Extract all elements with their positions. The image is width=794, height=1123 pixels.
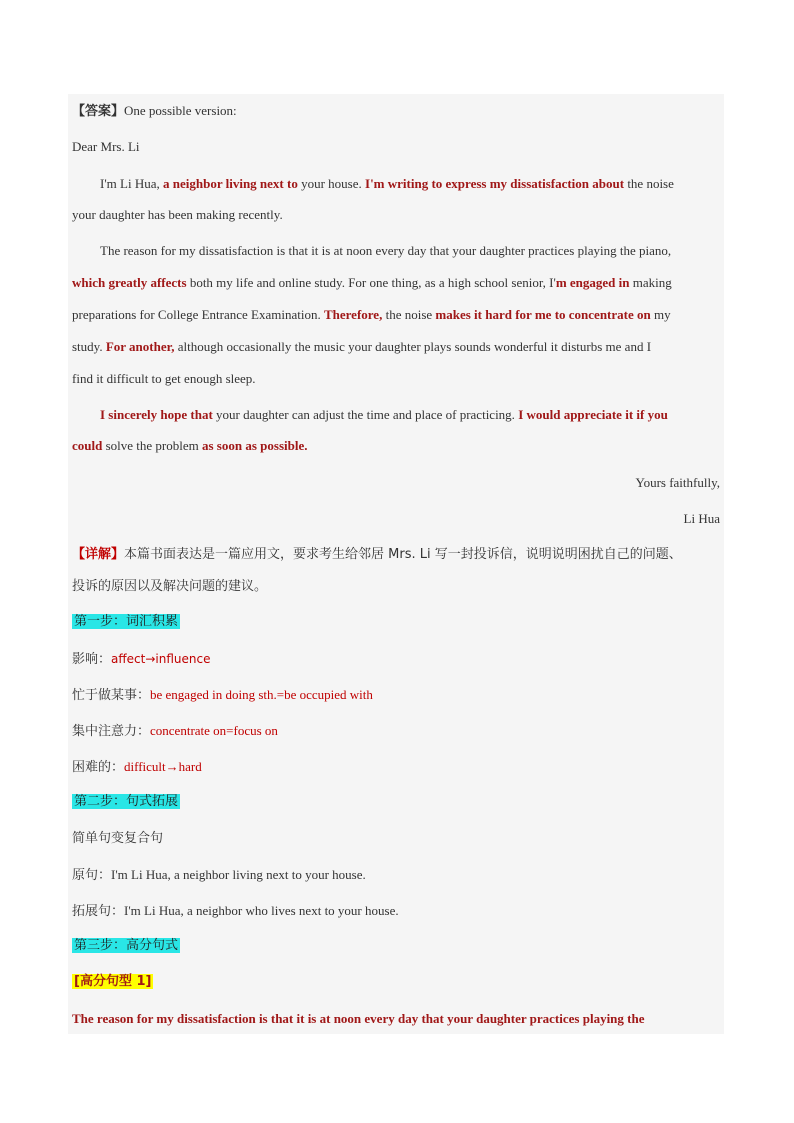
highlight-phrase: For another, [105,339,175,354]
text-span: preparations for College Entrance Examination. [72,307,324,322]
step-2-title: 第二步：句式拓展 [74,794,179,809]
expanded-text: I'm Li Hua, a neighbor who lives next to your house. [124,903,399,918]
detail-line-1 [72,546,722,564]
highlight-phrase: which greatly affects [72,275,187,290]
vocab-label: 集中注意力： [72,724,151,739]
text-span: although occasionally the music your daughter plays sounds wonderful it disturbs me and I [174,339,652,354]
text-span: the noise [382,307,436,322]
paragraph-2-line-3 [72,306,722,324]
expanded-sentence [72,902,722,921]
paragraph-2-line-4 [72,338,722,356]
answer-tag: 【答案】 [72,104,125,119]
vocab-label: 忙于做某事： [72,688,151,703]
detail-tag: 【详解】 [72,547,125,562]
highlight-phrase: I would appreciate it if you [518,407,668,422]
vocab-value: difficult→hard [124,759,202,774]
vocab-value: affect→influence [111,652,211,666]
original-sentence [72,866,722,885]
vocab-item [72,722,722,741]
text-span: I'm Li Hua, [100,176,163,191]
paragraph-2-line-2 [72,274,722,292]
vocab-value: be engaged in doing sth.=be occupied with [150,687,373,702]
pattern-heading [72,973,722,991]
step-3-title: 第三步：高分句式 [74,938,179,953]
vocab-label: 影响： [72,652,112,667]
closing: Yours faithfully, [635,475,720,490]
vocab-item [72,650,722,669]
pattern-tag: [高分句型 1] [74,974,152,989]
paragraph-1-line-1 [100,175,750,193]
vocab-item [72,758,722,777]
text-span: my [650,307,671,322]
step-2-heading [72,793,722,811]
text-span: both my life and online study. For one thing, as a high school senior, I' [186,275,556,290]
original-label: 原句： [72,868,112,883]
step-1-heading [72,613,722,631]
highlight-phrase: Therefore, [323,307,383,322]
paragraph-1-line-2: your daughter has been making recently. [72,207,283,222]
text-span: the noise [624,176,674,191]
vocab-item [72,686,722,705]
detail-text: 本篇书面表达是一篇应用文，要求考生给邻居 Mrs. Li 写一封投诉信，说明说明困扰自己的问题、 [124,547,682,562]
expanded-label: 拓展句： [72,904,125,919]
highlight-phrase: I'm writing to express my dissatisfaction about [365,176,625,191]
paragraph-2-line-5: find it difficult to get enough sleep. [72,371,256,386]
answer-intro: One possible version: [124,103,237,118]
highlight-phrase: a neighbor living next to [163,176,298,191]
step-1-title: 第一步：词汇积累 [74,614,179,629]
text-span: solve the problem [102,438,202,453]
signature: Li Hua [683,511,720,526]
highlight-phrase: makes it hard for me to concentrate on [435,307,651,322]
text-span: your house. [297,176,366,191]
document-background [68,94,724,1034]
answer-header [72,102,722,121]
highlight-phrase: I sincerely hope that [100,407,213,422]
text-span: your daughter can adjust the time and place of practicing. [212,407,519,422]
step-2-subtitle: 简单句变复合句 [72,831,164,846]
original-text: I'm Li Hua, a neighbor living next to your house. [111,867,366,882]
highlight-phrase: as soon as possible. [202,438,308,453]
detail-line-2: 投诉的原因以及解决问题的建议。 [72,579,268,594]
paragraph-2-line-1: The reason for my dissatisfaction is that it is at noon every day that your daughter practices playing the piano, [100,243,672,258]
text-span: making [629,275,672,290]
vocab-value: concentrate on=focus on [150,723,278,738]
paragraph-3-line-2 [72,437,722,455]
salutation: Dear Mrs. Li [72,139,140,154]
highlight-phrase: m engaged in [555,275,630,290]
vocab-label: 困难的： [72,760,125,775]
highlight-phrase: could [72,438,103,453]
paragraph-3-line-1 [100,406,750,424]
pattern-sentence: The reason for my dissatisfaction is that it is at noon every day that your daughter practices playing the [72,1011,645,1026]
step-3-heading [72,937,722,955]
text-span: study. [72,339,106,354]
